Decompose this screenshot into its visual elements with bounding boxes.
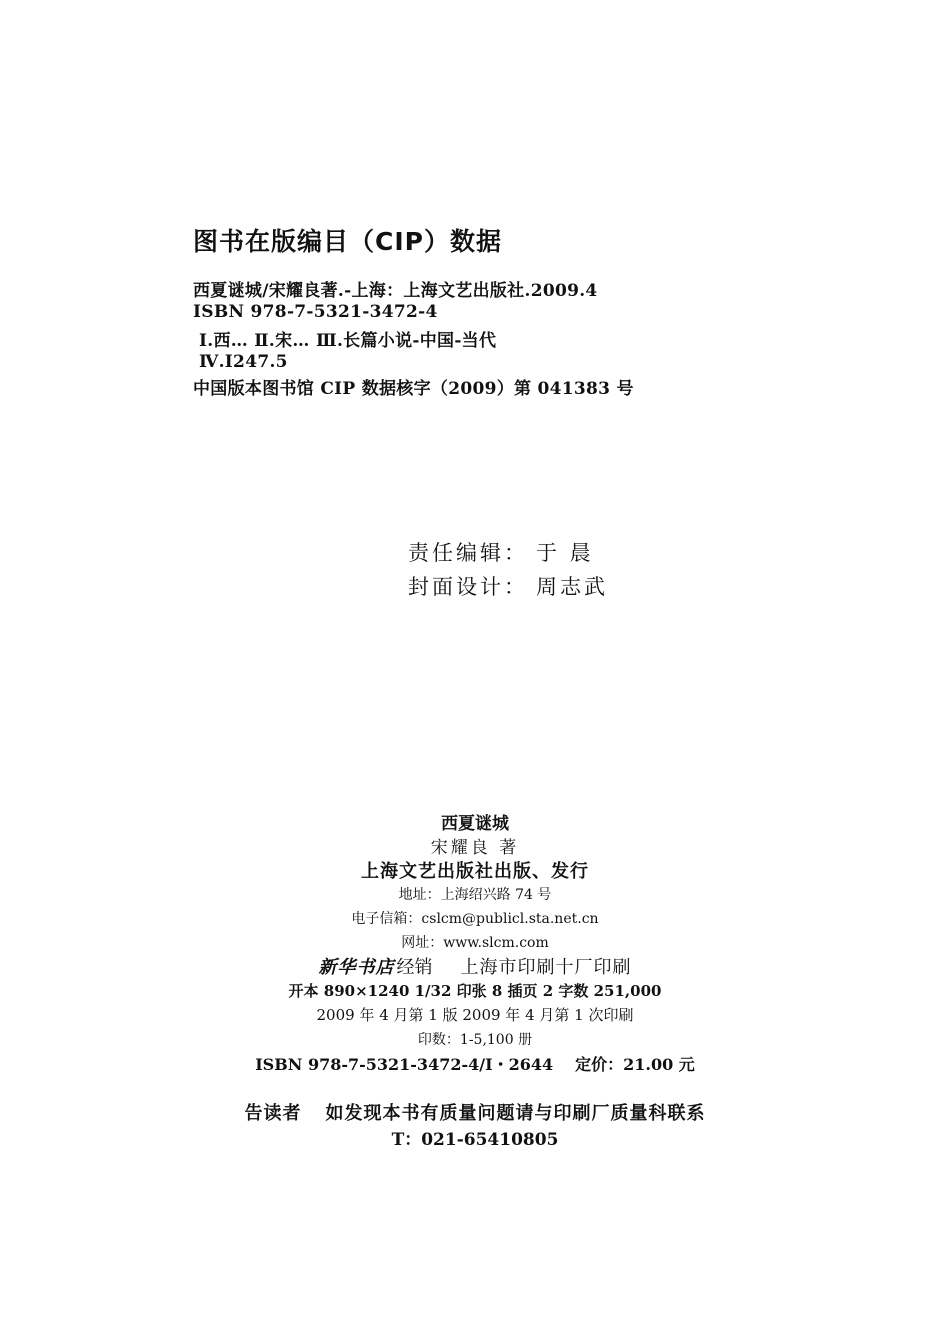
reader-notice [0,1099,950,1125]
colophon-title: 西夏谜城 [441,814,509,834]
distributor-logo: 新华书店 [318,957,395,978]
colophon-address: 地址：上海绍兴路 74 号 [398,887,552,903]
reader-notice-telephone: T：021-65410805 [391,1130,559,1150]
colophon-edition: 2009 年 4 月第 1 版 2009 年 4 月第 1 次印刷 [316,1006,634,1024]
colophon-print-run: 印数：1-5,100 册 [417,1032,533,1048]
cip-title: 图书在版编目（CIP）数据 [193,227,502,256]
cover-design-name: 周志武 [536,575,608,599]
colophon-isbn-price [0,1052,950,1075]
cover-design-label: 封面设计： [408,575,528,599]
colophon-isbn: ISBN 978-7-5321-3472-4/I・2644 [255,1055,554,1074]
colophon-author: 宋耀良 著 [430,838,520,858]
reader-notice-text: 如发现本书有质量问题请与印刷厂质量科联系 [325,1103,706,1124]
cip-record-number-line: 中国版本图书馆 CIP 数据核字（2009）第 041383 号 [193,379,634,399]
cip-bibliographic-line: 西夏谜城/宋耀良著.-上海：上海文艺出版社.2009.4 [193,281,598,301]
cip-classification-line: Ⅳ.I247.5 [199,352,288,372]
cip-subject-line: Ⅰ.西… Ⅱ.宋… Ⅲ.长篇小说-中国-当代 [199,331,497,351]
reader-notice-label: 告读者 [244,1103,302,1124]
editor-label: 责任编辑： [408,541,528,565]
colophon-distribution [0,953,950,979]
cip-isbn-line: ISBN 978-7-5321-3472-4 [193,302,438,322]
printer-name: 上海市印刷十厂印刷 [460,957,632,978]
editor-credit [408,537,594,567]
cover-design-credit [408,571,608,601]
editor-name: 于 晨 [536,541,594,565]
colophon-publisher: 上海文艺出版社出版、发行 [361,861,589,882]
colophon-email: 电子信箱：cslcm@publicl.sta.net.cn [351,911,599,927]
distributor-suffix: 经销 [396,957,433,978]
colophon-website: 网址：www.slcm.com [401,935,549,951]
colophon-specs: 开本 890×1240 1/32 印张 8 插页 2 字数 251,000 [288,982,662,1000]
colophon-price: 定价：21.00 元 [575,1055,695,1074]
